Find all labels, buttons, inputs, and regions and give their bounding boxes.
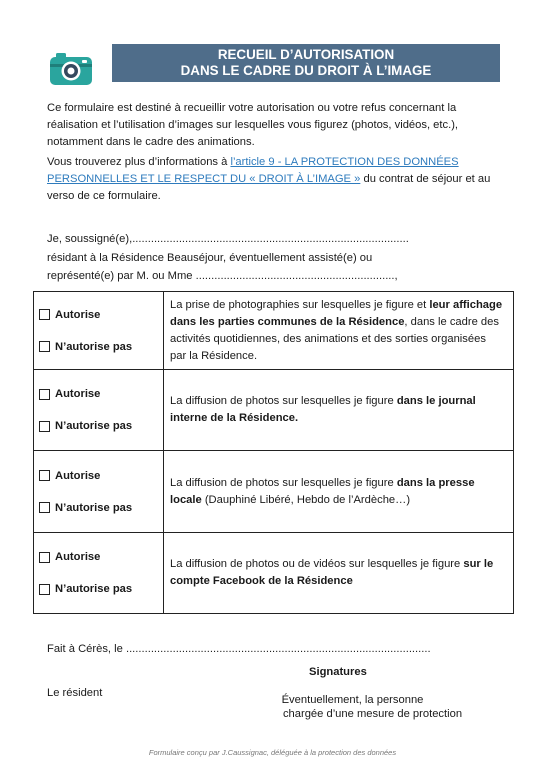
undersigned-line: Je, soussigné(e),......................................................................................... (47, 233, 409, 245)
desc-bold-text: sur le compte Facebook de la Résidence (170, 558, 494, 587)
intro-paragraph: Ce formulaire est destiné à recueillir votre autorisation ou votre refus concernant la réalisation et l’utilisation d’images sur lesquelles vous figurez (photos, vidéos, etc.), notamment dans le cadre des animations. (47, 102, 459, 148)
desc-text: La diffusion de photos sur lesquelles je figure (170, 395, 397, 407)
desc-text: La diffusion de photos ou de vidéos sur lesquelles je figure (170, 558, 464, 570)
options-cell (34, 292, 164, 370)
not-authorize-checkbox[interactable] (39, 341, 50, 352)
residence-line: résidant à la Résidence Beauséjour, éventuellement assisté(e) ou (47, 252, 373, 264)
desc-bold-text: leur affichage dans les parties communes de la Résidence (170, 298, 503, 328)
representative-line: représenté(e) par M. ou Mme ................................................................, (47, 270, 398, 282)
not-authorize-option[interactable] (39, 499, 163, 516)
consent-row (34, 451, 514, 533)
authorize-label: Autorise (55, 469, 101, 482)
options-cell (34, 451, 164, 533)
not-authorize-checkbox[interactable] (39, 421, 50, 432)
desc-text: La diffusion de photos sur lesquelles je figure (170, 476, 397, 489)
consent-description (164, 533, 514, 614)
footer-credit: Formulaire conçu par J.Caussignac, déléguée à la protection des données (148, 748, 397, 757)
info-text-after: du contrat de séjour et au verso de ce formulaire. (47, 173, 491, 202)
authorize-option[interactable] (39, 467, 163, 484)
resident-label: Le résident (47, 687, 103, 699)
authorize-option[interactable] (39, 549, 163, 566)
consent-row (34, 533, 514, 614)
consent-row (34, 292, 514, 370)
not-authorize-option[interactable] (39, 581, 163, 598)
title-line-1: RECUEIL D’AUTORISATION (217, 47, 395, 62)
place-date-line: Fait à Cérès, le .................................................................................................. (47, 643, 431, 655)
info-paragraph (47, 154, 497, 205)
not-authorize-checkbox[interactable] (39, 584, 50, 595)
authorize-checkbox[interactable] (39, 470, 50, 481)
desc-text-after: (Dauphiné Libéré, Hebdo de l’Ardèche…) (201, 493, 411, 506)
guardian-label-line-1: Éventuellement, la personne (281, 694, 424, 706)
authorize-label: Autorise (55, 388, 101, 400)
info-text-before: Vous trouverez plus d’informations à (47, 156, 231, 168)
authorize-checkbox[interactable] (39, 552, 50, 563)
authorize-checkbox[interactable] (39, 309, 50, 320)
consent-row (34, 370, 514, 451)
authorize-label: Autorise (55, 551, 101, 563)
camera-icon (50, 51, 92, 85)
not-authorize-label: N’autorise pas (55, 501, 133, 514)
article-9-link[interactable]: l’article 9 - LA PROTECTION DES DONNÉES PERSONNELLES ET LE RESPECT DU « DROIT À L’IMAGE » (47, 156, 459, 185)
desc-text-after: , dans le cadre des activités quotidiennes, des animations et des sorties organisées par la Résidence. (170, 315, 499, 362)
authorize-label: Autorise (55, 308, 101, 321)
consent-description (164, 370, 514, 451)
not-authorize-label: N’autorise pas (55, 583, 133, 595)
consent-description (164, 292, 514, 370)
desc-text: La prise de photographies sur lesquelles je figure et (170, 298, 430, 311)
consent-description (164, 451, 514, 533)
guardian-label-line-2: chargée d’une mesure de protection (282, 708, 463, 720)
desc-bold-text: dans la presse locale (170, 476, 475, 506)
options-cell (34, 533, 164, 614)
desc-bold-text: dans le journal interne de la Résidence. (170, 395, 476, 424)
title-line-2: DANS LE CADRE DU DROIT À L’IMAGE (180, 63, 432, 78)
form-title (112, 44, 500, 82)
signatures-heading: Signatures (309, 666, 367, 678)
not-authorize-checkbox[interactable] (39, 502, 50, 513)
not-authorize-label: N’autorise pas (55, 340, 133, 353)
authorize-checkbox[interactable] (39, 389, 50, 400)
authorize-option[interactable] (39, 306, 163, 323)
authorize-option[interactable] (39, 386, 163, 403)
consent-table (33, 291, 514, 614)
not-authorize-option[interactable] (39, 338, 163, 355)
options-cell (34, 370, 164, 451)
not-authorize-label: N’autorise pas (55, 420, 133, 432)
not-authorize-option[interactable] (39, 418, 163, 435)
